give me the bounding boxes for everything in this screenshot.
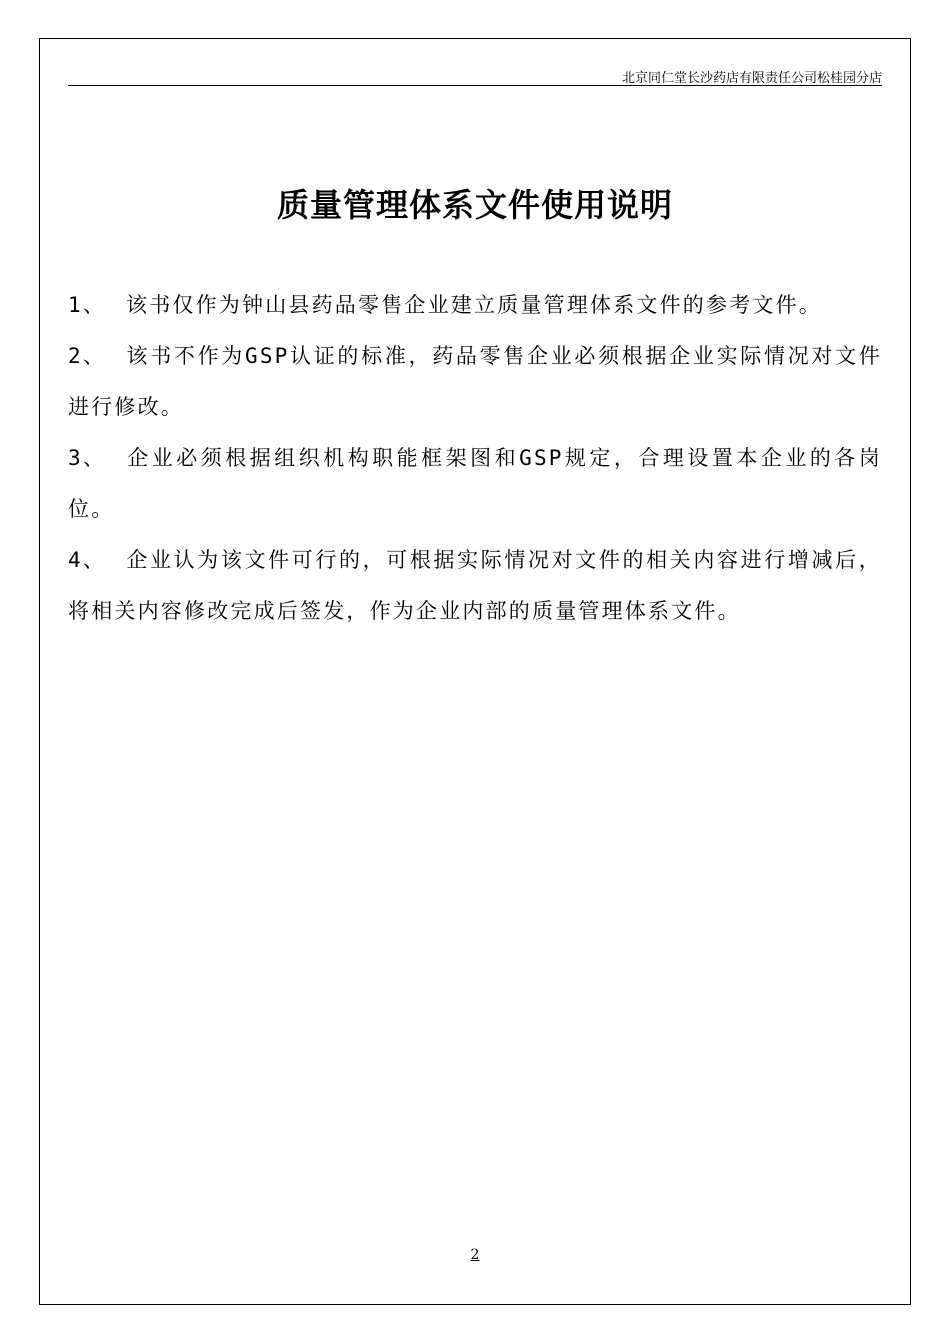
item-number: 4、 (68, 548, 107, 572)
document-title: 质量管理体系文件使用说明 (276, 186, 673, 224)
item-text: 该书仅作为钟山县药品零售企业建立质量管理体系文件的参考文件。 (126, 293, 822, 317)
list-item (68, 280, 882, 331)
list-item (68, 433, 882, 535)
page-number: 2 (470, 1247, 480, 1263)
header-company-name: 北京同仁堂长沙药店有限责任公司松桂园分店 (621, 71, 882, 86)
list-item (68, 331, 882, 433)
item-text: 该书不作为GSP认证的标准，药品零售企业必须根据企业实际情况对文件进行修改。 (68, 344, 882, 419)
header-rule (68, 85, 882, 86)
item-number: 3、 (68, 446, 107, 470)
item-text: 企业认为该文件可行的，可根据实际情况对文件的相关内容进行增减后，将相关内容修改完成后签发，作为企业内部的质量管理体系文件。 (68, 548, 882, 623)
item-text: 企业必须根据组织机构职能框架图和GSP规定，合理设置本企业的各岗位。 (68, 446, 882, 521)
item-number: 2、 (68, 344, 107, 368)
item-number: 1、 (68, 293, 107, 317)
page-frame (39, 38, 911, 1305)
list-item (68, 535, 882, 637)
document-body (68, 280, 882, 637)
